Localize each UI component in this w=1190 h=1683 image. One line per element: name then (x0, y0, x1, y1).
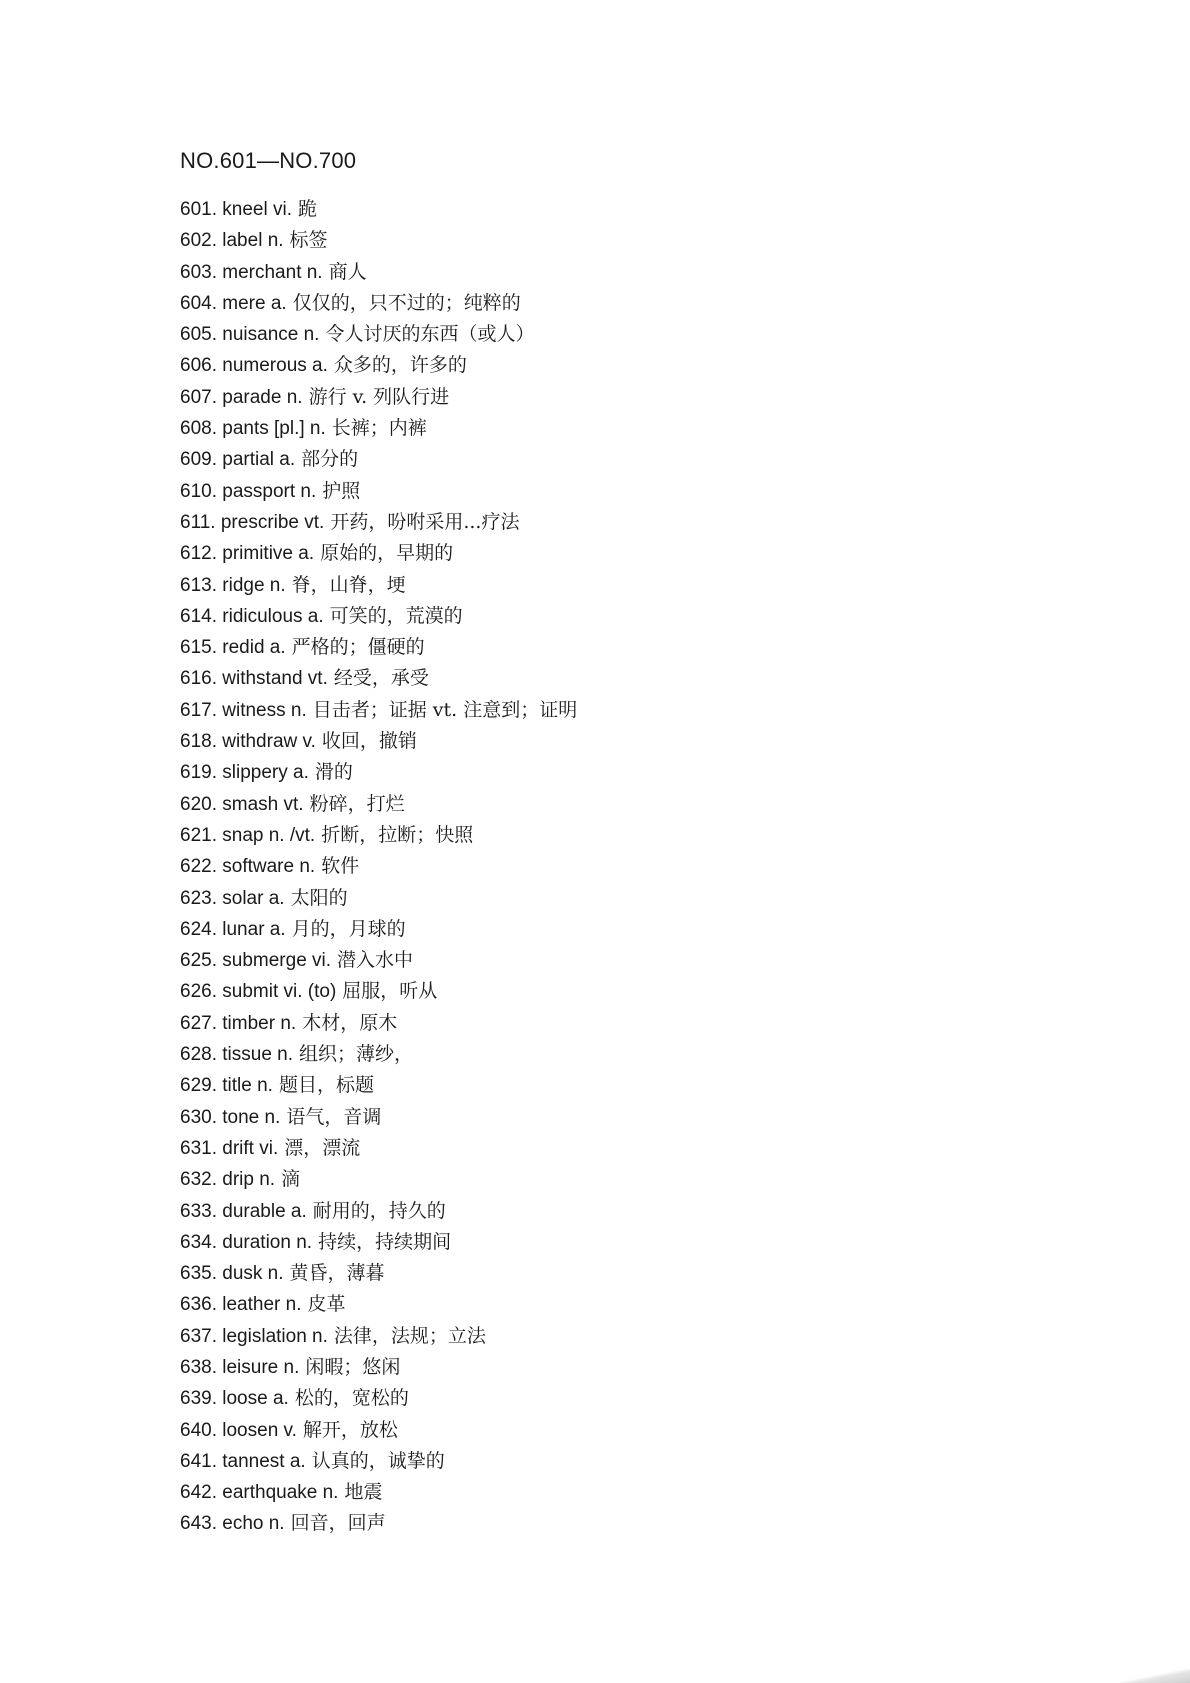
entry-number: 607. (180, 386, 217, 408)
entry-number: 623. (180, 887, 217, 909)
vocabulary-entry (180, 1164, 577, 1195)
entry-word: earthquake n. (222, 1482, 339, 1504)
entry-number: 620. (180, 793, 217, 815)
entry-number: 615. (180, 637, 217, 659)
entry-word: loose a. (222, 1388, 289, 1410)
vocabulary-entry (180, 789, 577, 820)
vocabulary-entry (180, 1289, 577, 1320)
entry-meaning: 潜入水中 (337, 949, 414, 972)
entry-number: 622. (180, 856, 217, 878)
vocabulary-entry (180, 444, 577, 475)
entry-meaning: 黄昏，薄暮 (289, 1262, 385, 1285)
entry-number: 641. (180, 1450, 217, 1472)
vocabulary-entry (180, 695, 577, 726)
vocabulary-entry (180, 1258, 577, 1289)
entry-number: 633. (180, 1200, 217, 1222)
entry-word: nuisance n. (222, 324, 320, 346)
entry-word: tissue n. (222, 1044, 294, 1066)
vocabulary-entry (180, 1102, 577, 1133)
vocabulary-entry (180, 1133, 577, 1164)
entry-number: 603. (180, 261, 217, 283)
entry-meaning: 滴 (281, 1168, 301, 1191)
entry-meaning: 题目，标题 (278, 1074, 374, 1097)
entry-number: 616. (180, 668, 217, 690)
entry-meaning: 脊，山脊，埂 (291, 573, 406, 596)
vocabulary-entry (180, 1415, 577, 1446)
entry-meaning: 软件 (321, 855, 360, 878)
entry-word: merchant n. (222, 261, 323, 283)
entry-meaning: 认真的，诚挚的 (311, 1449, 445, 1472)
entry-meaning: 标签 (289, 229, 328, 252)
entry-meaning: 持续，持续期间 (318, 1230, 452, 1253)
entry-meaning: 令人讨厌的东西（或人） (325, 323, 535, 346)
entry-word: submerge vi. (222, 950, 332, 972)
entry-word: kneel vi. (222, 199, 292, 220)
entry-word: redid a. (222, 637, 286, 659)
entry-word: label n. (222, 230, 284, 252)
entry-meaning: 木材，原木 (302, 1011, 398, 1034)
vocabulary-entry (180, 945, 577, 976)
entry-word: pants [pl.] n. (222, 418, 326, 440)
entry-word: drip n. (222, 1169, 276, 1191)
entry-word: mere a. (222, 292, 287, 314)
entry-word: duration n. (222, 1231, 313, 1253)
entry-number: 619. (180, 762, 217, 784)
vocabulary-entry (180, 1070, 577, 1101)
entry-word: dusk n. (222, 1263, 284, 1285)
entry-number: 604. (180, 292, 217, 314)
entry-word: software n. (222, 856, 316, 878)
entry-meaning: 皮革 (307, 1293, 346, 1316)
entry-number: 602. (180, 230, 217, 252)
entry-meaning: 折断，拉断；快照 (321, 823, 474, 846)
entry-meaning: 收回，撤销 (321, 730, 417, 753)
vocabulary-entry (180, 476, 577, 507)
page-heading: NO.601—NO.700 (180, 148, 357, 173)
entry-meaning: 部分的 (301, 448, 359, 471)
entry-meaning: 法律，法规；立法 (333, 1324, 486, 1347)
entry-number: 640. (180, 1419, 217, 1441)
entry-meaning: 护照 (322, 479, 361, 502)
entry-number: 642. (180, 1482, 217, 1504)
entry-word: submit vi. (to) (222, 981, 337, 1003)
vocabulary-entry (180, 726, 577, 757)
entry-meaning: 跪 (297, 198, 317, 220)
vocabulary-entry (180, 976, 577, 1007)
entry-meaning: 游行 v. 列队行进 (308, 385, 450, 408)
vocabulary-entry (180, 194, 577, 225)
vocabulary-entry (180, 1446, 577, 1477)
entry-number: 610. (180, 480, 217, 502)
entry-word: primitive a. (222, 543, 315, 565)
entry-number: 643. (180, 1513, 217, 1535)
entry-meaning: 长裤；内裤 (331, 417, 427, 440)
entry-word: tone n. (222, 1106, 281, 1128)
vocabulary-entry (180, 1227, 577, 1258)
entry-word: durable a. (222, 1200, 307, 1222)
entry-number: 624. (180, 918, 217, 940)
entry-meaning: 漂，漂流 (284, 1136, 361, 1159)
vocabulary-entry (180, 883, 577, 914)
vocabulary-entry (180, 288, 577, 319)
entry-meaning: 耐用的，持久的 (312, 1199, 446, 1222)
entry-number: 612. (180, 543, 217, 565)
entry-meaning: 解开，放松 (302, 1418, 398, 1441)
entry-number: 608. (180, 418, 217, 440)
entry-meaning: 闲暇；悠闲 (305, 1355, 401, 1378)
entry-number: 628. (180, 1044, 217, 1066)
entry-word: partial a. (222, 449, 296, 471)
entry-number: 635. (180, 1263, 217, 1285)
entry-number: 618. (180, 731, 217, 753)
entry-number: 626. (180, 981, 217, 1003)
vocabulary-entry (180, 350, 577, 381)
entry-number: 609. (180, 449, 217, 471)
vocabulary-entry (180, 1383, 577, 1414)
entry-meaning: 目击者；证据 vt. 注意到；证明 (312, 698, 578, 721)
vocabulary-entry (180, 225, 577, 256)
vocabulary-entry (180, 820, 577, 851)
entry-number: 639. (180, 1388, 217, 1410)
entry-word: drift vi. (222, 1137, 279, 1159)
entry-number: 636. (180, 1294, 217, 1316)
vocabulary-entry (180, 570, 577, 601)
entry-word: smash vt. (222, 793, 304, 815)
entry-number: 638. (180, 1356, 217, 1378)
vocabulary-entry (180, 538, 577, 569)
entry-number: 627. (180, 1012, 217, 1034)
vocabulary-entry (180, 1477, 577, 1508)
entry-meaning: 众多的，许多的 (333, 354, 467, 377)
entry-meaning: 经受，承受 (333, 667, 429, 690)
entry-word: lunar a. (222, 918, 286, 940)
vocabulary-entry (180, 1321, 577, 1352)
entry-word: leisure n. (222, 1356, 300, 1378)
entry-number: 631. (180, 1137, 217, 1159)
entry-number: 606. (180, 355, 217, 377)
entry-word: solar a. (222, 887, 285, 909)
vocabulary-entry (180, 1196, 577, 1227)
entry-meaning: 原始的，早期的 (320, 542, 454, 565)
entry-meaning: 可笑的，荒漠的 (329, 604, 463, 627)
entry-meaning: 严格的；僵硬的 (291, 636, 425, 659)
entry-number: 614. (180, 605, 217, 627)
vocabulary-entry (180, 851, 577, 882)
entry-meaning: 滑的 (314, 761, 353, 784)
vocabulary-list (180, 194, 577, 1540)
entry-meaning: 月的，月球的 (291, 917, 406, 940)
entry-number: 621. (180, 824, 217, 846)
entry-number: 630. (180, 1106, 217, 1128)
vocabulary-entry (180, 632, 577, 663)
vocabulary-entry (180, 1508, 577, 1539)
entry-number: 629. (180, 1075, 217, 1097)
vocabulary-entry (180, 601, 577, 632)
entry-meaning: 回音，回声 (290, 1512, 386, 1535)
entry-word: witness n. (222, 699, 307, 721)
entry-word: withdraw v. (222, 731, 316, 753)
vocabulary-entry (180, 413, 577, 444)
entry-word: ridiculous a. (222, 605, 324, 627)
entry-word: tannest a. (222, 1450, 306, 1472)
page-curl-decoration (1120, 1669, 1190, 1683)
vocabulary-entry (180, 1039, 577, 1070)
entry-meaning: 商人 (328, 260, 367, 283)
entry-meaning: 太阳的 (290, 886, 348, 909)
entry-meaning: 粉碎，打烂 (309, 792, 405, 815)
entry-word: slippery a. (222, 762, 309, 784)
entry-number: 625. (180, 950, 217, 972)
vocabulary-entry (180, 382, 577, 413)
entry-meaning: 地震 (344, 1481, 383, 1504)
entry-number: 605. (180, 324, 217, 346)
entry-number: 634. (180, 1231, 217, 1253)
vocabulary-entry (180, 257, 577, 288)
entry-word: parade n. (222, 386, 303, 408)
entry-word: timber n. (222, 1012, 297, 1034)
entry-word: numerous a. (222, 355, 328, 377)
entry-meaning: 松的，宽松的 (294, 1387, 409, 1410)
entry-word: echo n. (222, 1513, 285, 1535)
entry-word: withstand vt. (222, 668, 328, 690)
entry-word: legislation n. (222, 1325, 328, 1347)
entry-number: 632. (180, 1169, 217, 1191)
entry-word: prescribe vt. (220, 511, 325, 533)
vocabulary-entry (180, 319, 577, 350)
vocabulary-entry (180, 663, 577, 694)
entry-meaning: 语气，音调 (286, 1105, 382, 1128)
entry-number: 617. (180, 699, 217, 721)
entry-word: passport n. (222, 480, 317, 502)
entry-number: 637. (180, 1325, 217, 1347)
vocabulary-entry (180, 914, 577, 945)
entry-number: 601. (180, 199, 217, 220)
vocabulary-entry (180, 757, 577, 788)
entry-number: 611. (180, 511, 216, 533)
entry-meaning: 仅仅的，只不过的；纯粹的 (292, 291, 521, 314)
entry-meaning: 屈服，听从 (342, 980, 438, 1003)
entry-number: 613. (180, 574, 217, 596)
entry-word: title n. (222, 1075, 273, 1097)
entry-word: snap n. /vt. (222, 824, 316, 846)
entry-word: loosen v. (222, 1419, 297, 1441)
vocabulary-entry (180, 1352, 577, 1383)
entry-word: ridge n. (222, 574, 286, 596)
vocabulary-entry (180, 1008, 577, 1039)
entry-meaning: 开药，吩咐采用...疗法 (330, 510, 520, 533)
vocabulary-entry (180, 507, 577, 538)
entry-word: leather n. (222, 1294, 302, 1316)
entry-meaning: 组织；薄纱， (299, 1043, 414, 1066)
